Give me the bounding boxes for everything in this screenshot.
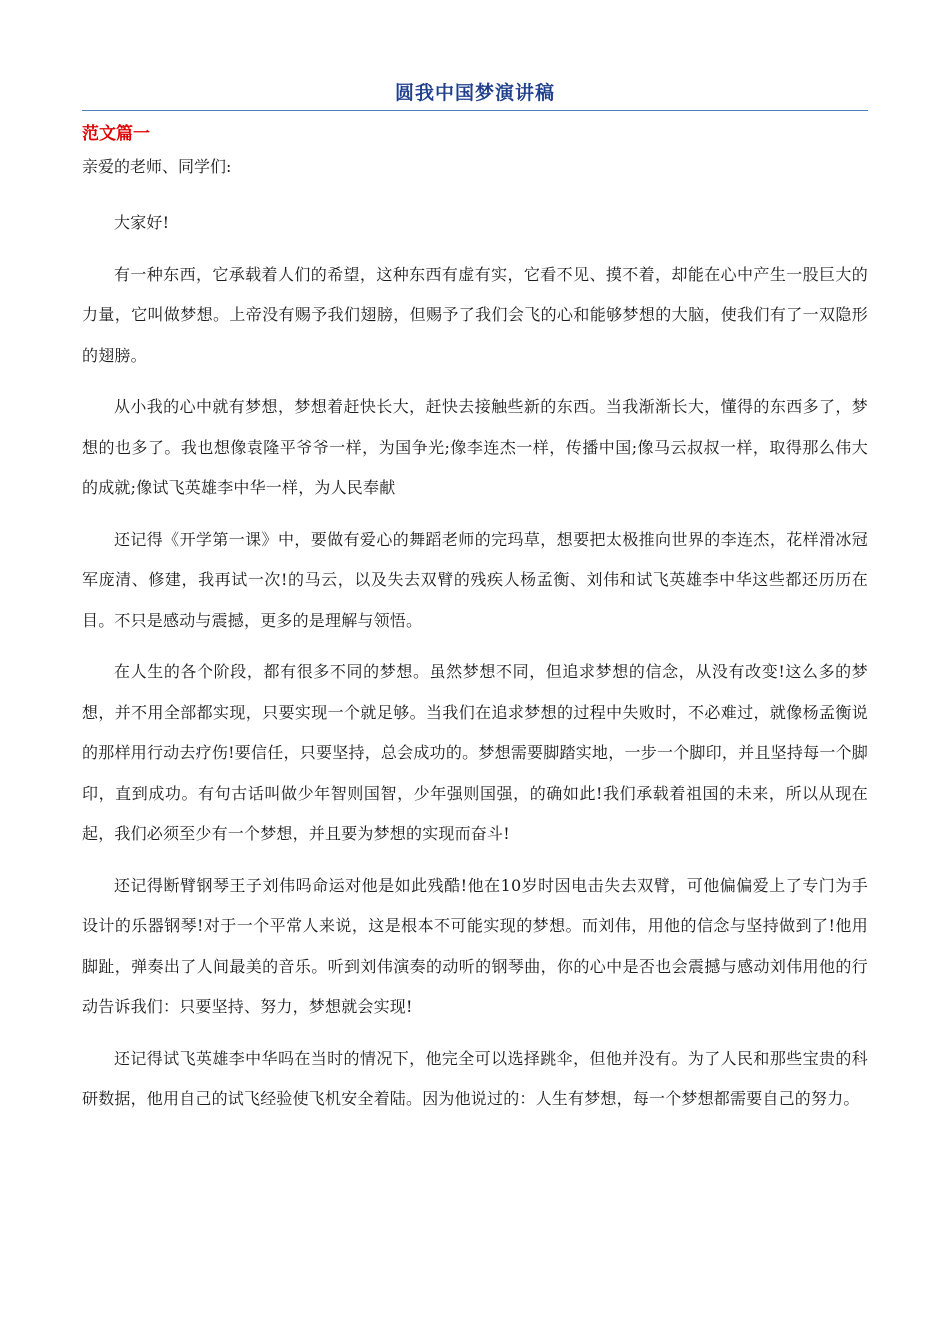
salutation: 亲爱的老师、同学们:	[82, 157, 232, 176]
paragraph-5: 还记得断臂钢琴王子刘伟吗命运对他是如此残酷!他在10岁时因电击失去双臂，可他偏偏爱上了专门为手设计的乐器钢琴!对于一个平常人来说，这是根本不可能实现的梦想。而刘伟，用他的信念与坚持做到了!他用脚趾，弹奏出了人间最美的音乐。听到刘伟演奏的动听的钢琴曲，你的心中是否也会震撼与感动刘伟用他的行动告诉我们：只要坚持、努力，梦想就会实现!	[82, 875, 868, 1016]
paragraph-6: 还记得试飞英雄李中华吗在当时的情况下，他完全可以选择跳伞，但他并没有。为了人民和那些宝贵的科研数据，他用自己的试飞经验使飞机安全着陆。因为他说过的：人生有梦想，每一个梦想都需要自己的努力。	[82, 1048, 868, 1108]
section-heading: 范文篇一	[82, 124, 150, 144]
paragraph-2: 从小我的心中就有梦想，梦想着赶快长大，赶快去接触些新的东西。当我渐渐长大，懂得的东西多了，梦想的也多了。我也想像袁隆平爷爷一样，为国争光;像李连杰一样，传播中国;像马云叔叔一样，取得那么伟大的成就;像试飞英雄李中华一样，为人民奉献	[82, 397, 868, 497]
paragraph-greeting: 大家好!	[114, 213, 170, 232]
title-underline	[82, 110, 868, 111]
document-page	[82, 78, 868, 1131]
paragraph-4: 在人生的各个阶段，都有很多不同的梦想。虽然梦想不同，但追求梦想的信念，从没有改变!这么多的梦想，并不用全部都实现，只要实现一个就足够。当我们在追求梦想的过程中失败时，不必难过，就像杨孟衡说的那样用行动去疗伤!要信任，只要坚持，总会成功的。梦想需要脚踏实地，一步一个脚印，并且坚持每一个脚印，直到成功。有句古话叫做少年智则国智，少年强则国强，的确如此!我们承载着祖国的未来，所以从现在起，我们必须至少有一个梦想，并且要为梦想的实现而奋斗!	[82, 662, 868, 843]
paragraph-3: 还记得《开学第一课》中，要做有爱心的舞蹈老师的完玛草，想要把太极推向世界的李连杰，花样滑冰冠军庞清、修建，我再试一次!的马云，以及失去双臂的残疾人杨孟衡、刘伟和试飞英雄李中华这些都还历历在目。不只是感动与震撼，更多的是理解与领悟。	[82, 529, 868, 630]
paragraph-1: 有一种东西，它承载着人们的希望，这种东西有虚有实，它看不见、摸不着，却能在心中产生一股巨大的力量，它叫做梦想。上帝没有赐予我们翅膀，但赐予了我们会飞的心和能够梦想的大脑，使我们有了一双隐形的翅膀。	[82, 264, 868, 365]
document-title: 圆我中国梦演讲稿	[394, 82, 555, 104]
